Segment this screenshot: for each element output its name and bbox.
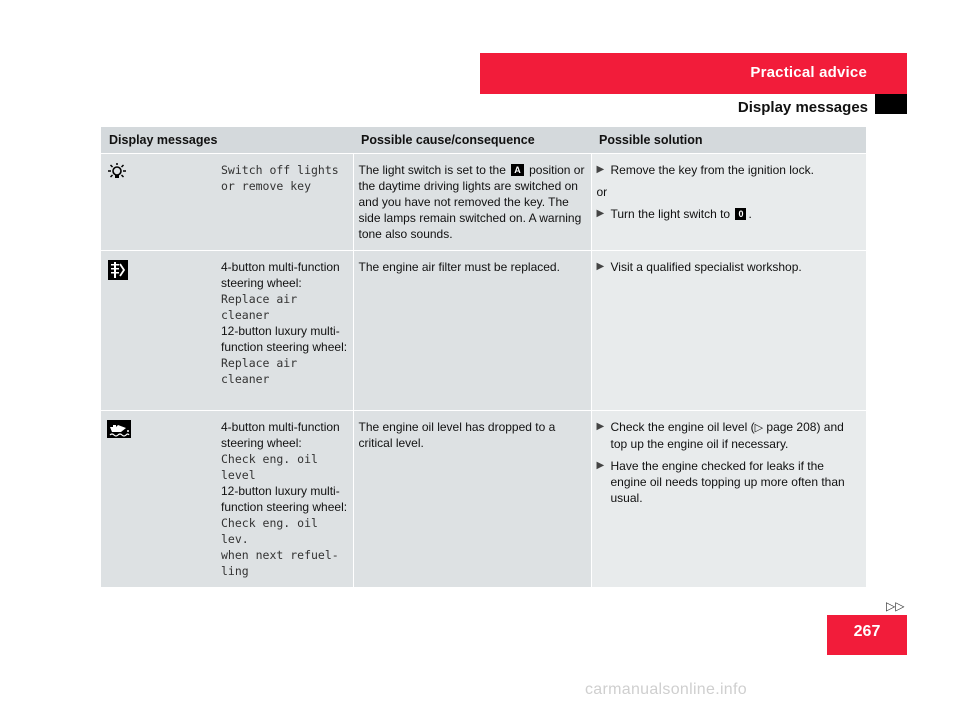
display-message-line: Replace air <box>221 292 298 306</box>
message-cell <box>216 411 353 588</box>
continue-arrows-icon: ▷▷ <box>886 599 905 613</box>
oil-can-icon <box>106 419 132 443</box>
display-message-line: Check eng. oil lev. <box>221 516 318 546</box>
cause-cell <box>353 251 591 411</box>
display-message-line: ling <box>221 564 249 578</box>
solution-cell <box>591 411 866 588</box>
steering-wheel-label: 12-button luxury multi-function steering wheel: <box>221 324 348 354</box>
message-cell <box>216 154 353 251</box>
page-number: 267 <box>853 623 881 640</box>
page-reference-icon[interactable]: ▷ <box>754 422 764 434</box>
solution-step: ▶ Check the engine oil level (▷ page 208) and top up the engine oil if necessary. <box>596 420 844 451</box>
bullet-arrow-icon: ▶ <box>596 208 605 219</box>
column-header-cause: Possible cause/consequence <box>353 127 591 154</box>
light-switch-off-symbol: 0 <box>735 208 746 220</box>
table-row <box>101 154 866 251</box>
air-filter-icon <box>106 259 130 285</box>
cause-text: The engine oil level has dropped to a critical level. <box>358 420 556 450</box>
display-message-line: or remove key <box>221 179 312 193</box>
steering-wheel-label: 4-button multi-function steering wheel: <box>221 260 340 290</box>
icon-cell <box>101 411 216 588</box>
solution-cell <box>591 251 866 411</box>
section-header-bar <box>480 53 907 94</box>
steering-wheel-label: 12-button luxury multi-function steering wheel: <box>221 484 348 514</box>
display-message-line: level <box>221 468 256 482</box>
light-bulb-icon <box>106 162 128 186</box>
cause-text: The engine air filter must be replaced. <box>358 260 560 274</box>
bullet-arrow-icon: ▶ <box>596 261 605 272</box>
light-switch-auto-symbol: A <box>511 164 524 176</box>
display-messages-table <box>101 127 866 588</box>
watermark-text: carmanualsonline.info <box>585 681 747 698</box>
display-message-line: Check eng. oil <box>221 452 318 466</box>
bullet-arrow-icon: ▶ <box>596 164 605 175</box>
bullet-arrow-icon: ▶ <box>596 421 605 432</box>
display-message-line: when next refuel- <box>221 548 339 562</box>
display-message-line: cleaner <box>221 372 270 386</box>
column-header-display-messages: Display messages <box>101 127 353 154</box>
header-marker-block <box>875 94 907 114</box>
display-message-line: Replace air <box>221 356 298 370</box>
table-row <box>101 251 866 411</box>
cause-text: position or the daytime driving lights are switched on and you have not removed the key. The side lamps remain switched on. A warning tone also sounds. <box>358 163 585 241</box>
solution-step: ▶ Visit a qualified specialist workshop. <box>596 260 802 274</box>
or-text: or <box>596 185 608 199</box>
section-title: Practical advice <box>750 64 867 81</box>
display-message-line: Switch off lights <box>221 163 339 177</box>
page-number-box <box>827 615 907 655</box>
table-header-row <box>101 127 866 154</box>
cause-text: The light switch is set to the <box>358 163 506 177</box>
table-row <box>101 411 866 588</box>
solution-step: ▶ Have the engine checked for leaks if the engine oil needs topping up more often than usual. <box>596 459 845 505</box>
display-message-line: cleaner <box>221 308 270 322</box>
icon-cell <box>101 251 216 411</box>
solution-step: ▶ Turn the light switch to 0 . <box>596 207 752 221</box>
steering-wheel-label: 4-button multi-function steering wheel: <box>221 420 340 450</box>
column-header-solution: Possible solution <box>591 127 866 154</box>
cause-cell <box>353 154 591 251</box>
cause-cell <box>353 411 591 588</box>
page-reference-link[interactable]: page 208) and top up the engine oil if necessary. <box>610 420 844 451</box>
bullet-arrow-icon: ▶ <box>596 460 605 471</box>
solution-step: ▶ Remove the key from the ignition lock. <box>596 163 814 177</box>
message-cell <box>216 251 353 411</box>
solution-cell <box>591 154 866 251</box>
icon-cell <box>101 154 216 251</box>
subsection-title: Display messages <box>737 99 868 116</box>
